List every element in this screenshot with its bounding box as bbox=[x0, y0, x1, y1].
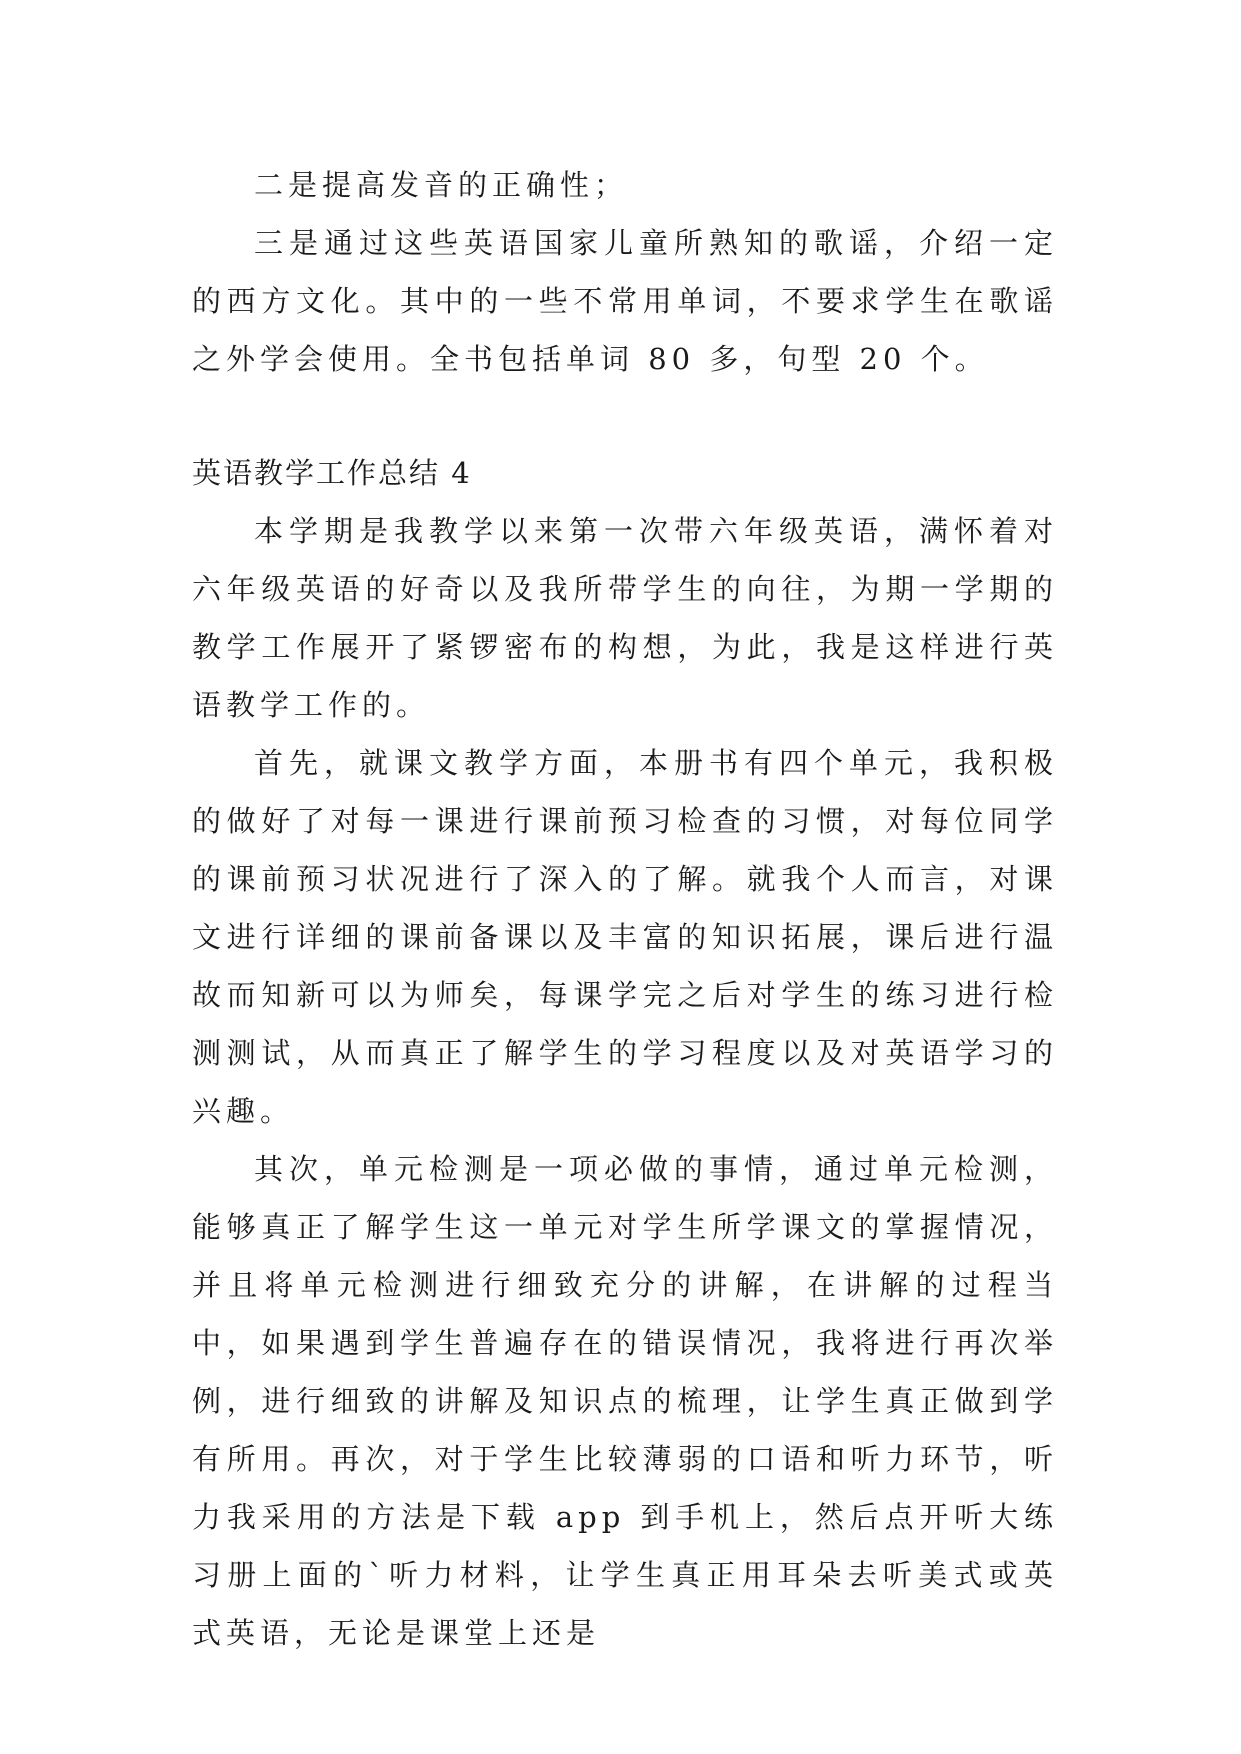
document-body bbox=[192, 156, 1058, 1662]
paragraph-lesson-teaching: 首先，就课文教学方面，本册书有四个单元，我积极的做好了对每一课进行课前预习检查的习惯，对每位同学的课前预习状况进行了深入的了解。就我个人而言，对课文进行详细的课前备课以及丰富的知识拓展，课后进行温故而知新可以为师矣，每课学完之后对学生的练习进行检测测试，从而真正了解学生的学习程度以及对英语学习的兴趣。 bbox=[192, 746, 1058, 1128]
section-title: 英语教学工作总结 4 bbox=[192, 456, 472, 490]
paragraph-pronunciation: 二是提高发音的正确性； bbox=[254, 168, 629, 202]
paragraph-western-culture: 三是通过这些英语国家儿童所熟知的歌谣，介绍一定的西方文化。其中的一些不常用单词，不要求学生在歌谣之外学会使用。全书包括单词 80 多，句型 20 个。 bbox=[192, 226, 1058, 376]
paragraph-intro: 本学期是我教学以来第一次带六年级英语，满怀着对六年级英语的好奇以及我所带学生的向往，为期一学期的教学工作展开了紧锣密布的构想，为此，我是这样进行英语教学工作的。 bbox=[192, 514, 1058, 722]
paragraph-unit-testing: 其次，单元检测是一项必做的事情，通过单元检测，能够真正了解学生这一单元对学生所学课文的掌握情况，并且将单元检测进行细致充分的讲解，在讲解的过程当中，如果遇到学生普遍存在的错误情况，我将进行再次举例，进行细致的讲解及知识点的梳理，让学生真正做到学有所用。再次，对于学生比较薄弱的口语和听力环节，听力我采用的方法是下载 app 到手机上，然后点开听大练习册上面的`听力材料，让学生真正用耳朵去听美式或英式英语，无论是课堂上还是 bbox=[192, 1152, 1058, 1650]
